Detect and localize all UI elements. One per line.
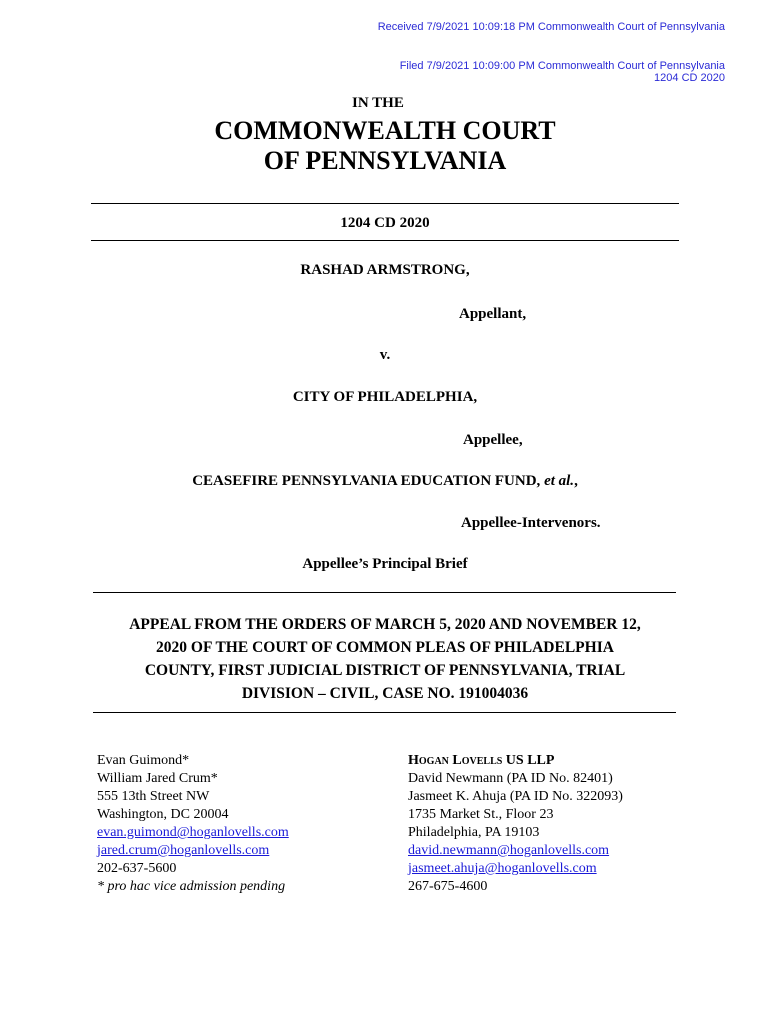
intervenors-name	[0, 473, 770, 490]
email-link[interactable]: david.newmann@hoganlovells.com	[408, 843, 610, 858]
divider-appeal-top	[93, 592, 676, 593]
appellee-role: Appellee,	[463, 432, 523, 448]
counsel-right-block	[408, 752, 623, 896]
appellant-name: RASHAD ARMSTRONG,	[300, 262, 470, 278]
intervenors-main: CEASEFIRE PENNSYLVANIA EDUCATION FUND,	[192, 473, 545, 489]
court-prefix: IN THE	[352, 95, 404, 111]
counsel-address: 555 13th Street NW	[97, 789, 210, 804]
counsel-address: 1735 Market St., Floor 23	[408, 807, 554, 822]
court-title-line2: OF PENNSYLVANIA	[263, 146, 507, 175]
counsel-phone: 202-637-5600	[97, 861, 177, 876]
intervenors-role: Appellee-Intervenors.	[461, 515, 601, 531]
counsel-name: Evan Guimond*	[97, 753, 190, 768]
court-title	[0, 116, 770, 176]
case-number: 1204 CD 2020	[340, 215, 430, 231]
divider-case	[91, 240, 679, 241]
counsel-address: Washington, DC 20004	[97, 807, 229, 822]
appeal-statement	[88, 613, 682, 705]
divider-top	[91, 203, 679, 204]
filed-stamp-docket: 1204 CD 2020	[654, 72, 725, 84]
divider-appeal-bottom	[93, 712, 676, 713]
intervenors-etal: et al.	[544, 473, 575, 489]
appeal-line4: DIVISION – CIVIL, CASE NO. 191004036	[241, 685, 529, 702]
appellant-role: Appellant,	[459, 306, 527, 322]
counsel-left-block	[97, 752, 289, 896]
appellee-name: CITY OF PHILADELPHIA,	[292, 389, 478, 405]
counsel-name: William Jared Crum*	[97, 771, 218, 786]
pro-hac-vice-note: * pro hac vice admission pending	[97, 879, 286, 894]
counsel-name: David Newmann (PA ID No. 82401)	[408, 771, 613, 786]
email-link[interactable]: jasmeet.ahuja@hoganlovells.com	[408, 861, 597, 876]
intervenors-comma: ,	[574, 473, 578, 489]
received-stamp: Received 7/9/2021 10:09:18 PM Commonwealth Court of Pennsylvania	[377, 21, 725, 33]
filed-stamp	[400, 60, 725, 84]
counsel-phone: 267-675-4600	[408, 879, 488, 894]
filed-stamp-text: Filed 7/9/2021 10:09:00 PM Commonwealth Court of Pennsylvania	[399, 60, 725, 72]
law-firm-name: Hogan Lovells US LLP	[408, 753, 555, 768]
court-title-line1: COMMONWEALTH COURT	[214, 116, 556, 145]
counsel-address: Philadelphia, PA 19103	[408, 825, 540, 840]
appeal-line2: 2020 OF THE COURT OF COMMON PLEAS OF PHILADELPHIA	[156, 639, 614, 656]
counsel-name: Jasmeet K. Ahuja (PA ID No. 322093)	[408, 789, 623, 804]
email-link[interactable]: jared.crum@hoganlovells.com	[97, 843, 270, 858]
appeal-line3: COUNTY, FIRST JUDICIAL DISTRICT OF PENNSYLVANIA, TRIAL	[144, 662, 626, 679]
email-link[interactable]: evan.guimond@hoganlovells.com	[97, 825, 289, 840]
appeal-line1: APPEAL FROM THE ORDERS OF MARCH 5, 2020 AND NOVEMBER 12,	[129, 616, 641, 633]
versus: v.	[379, 347, 391, 363]
brief-title: Appellee’s Principal Brief	[302, 556, 468, 572]
